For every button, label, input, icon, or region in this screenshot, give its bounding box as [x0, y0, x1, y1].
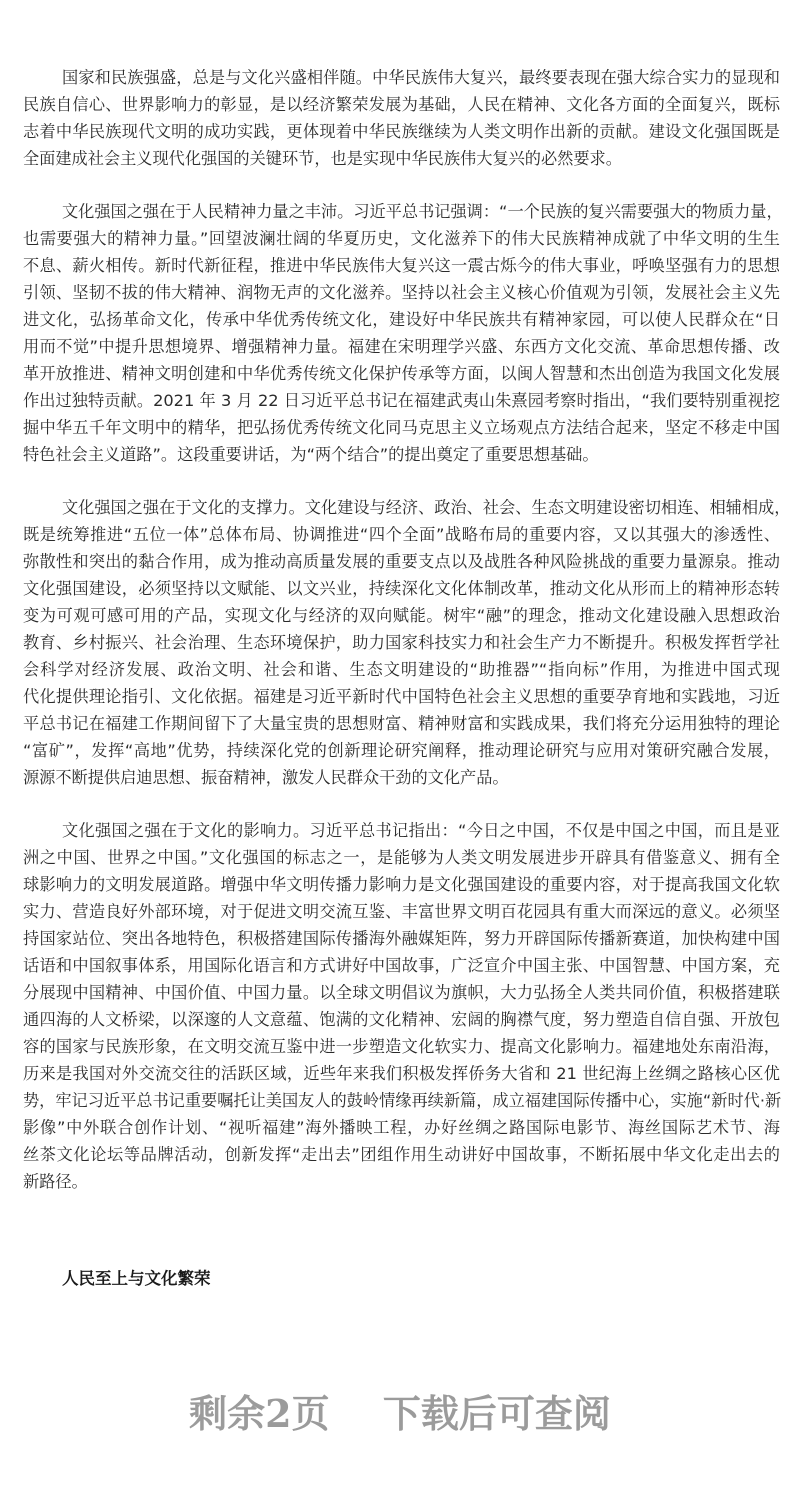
- paragraph-line: 作出过独特贡献。2021 年 3 月 22 日习近平总书记在福建武夷山朱熹园考察时指出，“我们要特别重视挖: [23, 391, 780, 410]
- paragraph-line: 变为可观可感可用的产品，实现文化与经济的双向赋能。树牢“融”的理念，推动文化建设融入思想政治: [23, 606, 780, 625]
- paragraph-line: 容的国家与民族形象，在文明交流互鉴中进一步塑造文化软实力、提高文化影响力。福建地处东南沿海，: [23, 1037, 780, 1056]
- download-prompt-label[interactable]: 下载后可查阅: [382, 1391, 611, 1436]
- paragraph-line: 不息、薪火相传。新时代新征程，推进中华民族伟大复兴这一震古烁今的伟大事业，呼唤坚强有力的思想: [23, 256, 780, 275]
- paragraph-line: 实力、营造良好外部环境，对于促进文明交流互鉴、丰富世界文明百花园具有重大而深远的意义。必须坚: [23, 902, 780, 921]
- paragraph-line: 会科学对经济发展、政治文明、社会和谐、生态文明建设的“助推器”“指向标”作用，为推进中国式现: [23, 660, 780, 679]
- paragraph-line: 代化提供理论指引、文化依据。福建是习近平新时代中国特色社会主义思想的重要孕育地和实践地，习近: [23, 687, 780, 706]
- paragraph-line: 文化强国之强在于文化的影响力。习近平总书记指出：“今日之中国，不仅是中国之中国，而且是亚: [62, 821, 780, 840]
- paragraph: [23, 817, 780, 1195]
- paragraph-line: 特色社会主义道路”。这段重要讲话，为“两个结合”的提出奠定了重要思想基础。: [23, 445, 599, 464]
- paragraph-line: 革开放推进、精神文明创建和中华优秀传统文化保护传承等方面，以闽人智慧和杰出创造为我国文化发展: [23, 364, 780, 383]
- section-heading: 人民至上与文化繁荣: [62, 1269, 211, 1288]
- paragraph-line: 持国家站位、突出各地特色，积极搭建国际传播海外融媒矩阵，努力开辟国际传播新赛道，加快构建中国: [23, 929, 780, 948]
- paragraph: [23, 494, 791, 791]
- paragraph-line: 既是统筹推进“五位一体”总体布局、协调推进“四个全面”战略布局的重要内容，又以其强大的渗透性、: [23, 525, 780, 544]
- paragraph-line: 新路径。: [23, 1172, 88, 1191]
- paragraph-line: 文化强国建设，必须坚持以文赋能、以文兴业，持续深化文化体制改革，推动文化从形而上的精神形态转: [23, 579, 780, 598]
- paragraph-line: 源源不断提供启迪思想、振奋精神，激发人民群众干劲的文化产品。: [23, 768, 509, 787]
- paragraph-line: 也需要强大的精神力量。”回望波澜壮阔的华夏历史，文化滋养下的伟大民族精神成就了中华文明的生生: [23, 229, 780, 248]
- paragraph-line: “富矿”，发挥“高地”优势，持续深化党的创新理论研究阐释，推动理论研究与应用对策研究融合发展，: [23, 741, 780, 760]
- paragraph-line: 话语和中国叙事体系，用国际化语言和方式讲好中国故事，广泛宣介中国主张、中国智慧、中国方案，充: [23, 956, 780, 975]
- paragraph-line: 民族自信心、世界影响力的彰显，是以经济繁荣发展为基础，人民在精神、文化各方面的全面复兴，既标: [23, 95, 780, 114]
- paragraph-line: 文化强国之强在于文化的支撑力。文化建设与经济、政治、社会、生态文明建设密切相连、相辅相成，: [62, 498, 791, 517]
- paragraph: [23, 198, 783, 468]
- paragraph-line: 弥散性和突出的黏合作用，成为推动高质量发展的重要支点以及战胜各种风险挑战的重要力量源泉。推动: [23, 552, 780, 571]
- remaining-pages-label[interactable]: 剩余2页: [189, 1391, 330, 1436]
- paragraph-line: 影像”中外联合创作计划、“视听福建”海外播映工程，办好丝绸之路国际电影节、海丝国际艺术节、海: [23, 1118, 780, 1137]
- paragraph-line: 球影响力的文明发展道路。增强中华文明传播力影响力是文化强国建设的重要内容，对于提高我国文化软: [23, 875, 780, 894]
- paragraph-line: 用而不觉”中提升思想境界、增强精神力量。福建在宋明理学兴盛、东西方文化交流、革命思想传播、改: [23, 337, 780, 356]
- paragraph-line: 历来是我国对外交流交往的活跃区域，近些年来我们积极发挥侨务大省和 21 世纪海上丝绸之路核心区优: [23, 1064, 780, 1083]
- download-banner[interactable]: [0, 1383, 800, 1438]
- paragraph-line: 洲之中国、世界之中国。”文化强国的标志之一，是能够为人类文明发展进步开辟具有借鉴意义、拥有全: [23, 848, 780, 867]
- paragraph-line: 全面建成社会主义现代化强国的关键环节，也是实现中华民族伟大复兴的必然要求。: [23, 149, 622, 168]
- paragraph-line: 通四海的人文桥梁，以深邃的人文意蕴、饱满的文化精神、宏阔的胸襟气度，努力塑造自信自强、开放包: [23, 1010, 780, 1029]
- paragraph-line: 引领、坚韧不拔的伟大精神、润物无声的文化滋养。坚持以社会主义核心价值观为引领，发展社会主义先: [23, 283, 780, 302]
- paragraph: [23, 64, 780, 172]
- paragraph-line: 分展现中国精神、中国价值、中国力量。以全球文明倡议为旗帜，大力弘扬全人类共同价值，积极搭建联: [23, 983, 780, 1002]
- paragraph-line: 掘中华五千年文明中的精华，把弘扬优秀传统文化同马克思主义立场观点方法结合起来，坚定不移走中国: [23, 418, 780, 437]
- paragraph-line: 丝茶文化论坛等品牌活动，创新发挥“走出去”团组作用生动讲好中国故事，不断拓展中华文化走出去的: [23, 1145, 780, 1164]
- paragraph-line: 平总书记在福建工作期间留下了大量宝贵的思想财富、精神财富和实践成果，我们将充分运用独特的理论: [23, 714, 780, 733]
- paragraph-line: 志着中华民族现代文明的成功实践，更体现着中华民族继续为人类文明作出新的贡献。建设文化强国既是: [23, 122, 780, 141]
- paragraph-line: 文化强国之强在于人民精神力量之丰沛。习近平总书记强调：“一个民族的复兴需要强大的物质力量，: [62, 202, 783, 221]
- document-body: [23, 64, 791, 1221]
- paragraph-line: 势，牢记习近平总书记重要嘱托让美国友人的鼓岭情缘再续新篇，成立福建国际传播中心，实施“新时代·新: [23, 1091, 782, 1110]
- paragraph-line: 教育、乡村振兴、社会治理、生态环境保护，助力国家科技实力和社会生产力不断提升。积极发挥哲学社: [23, 633, 780, 652]
- paragraph-line: 国家和民族强盛，总是与文化兴盛相伴随。中华民族伟大复兴，最终要表现在强大综合实力的显现和: [62, 68, 780, 87]
- paragraph-line: 进文化，弘扬革命文化，传承中华优秀传统文化，建设好中华民族共有精神家园，可以使人民群众在“日: [23, 310, 780, 329]
